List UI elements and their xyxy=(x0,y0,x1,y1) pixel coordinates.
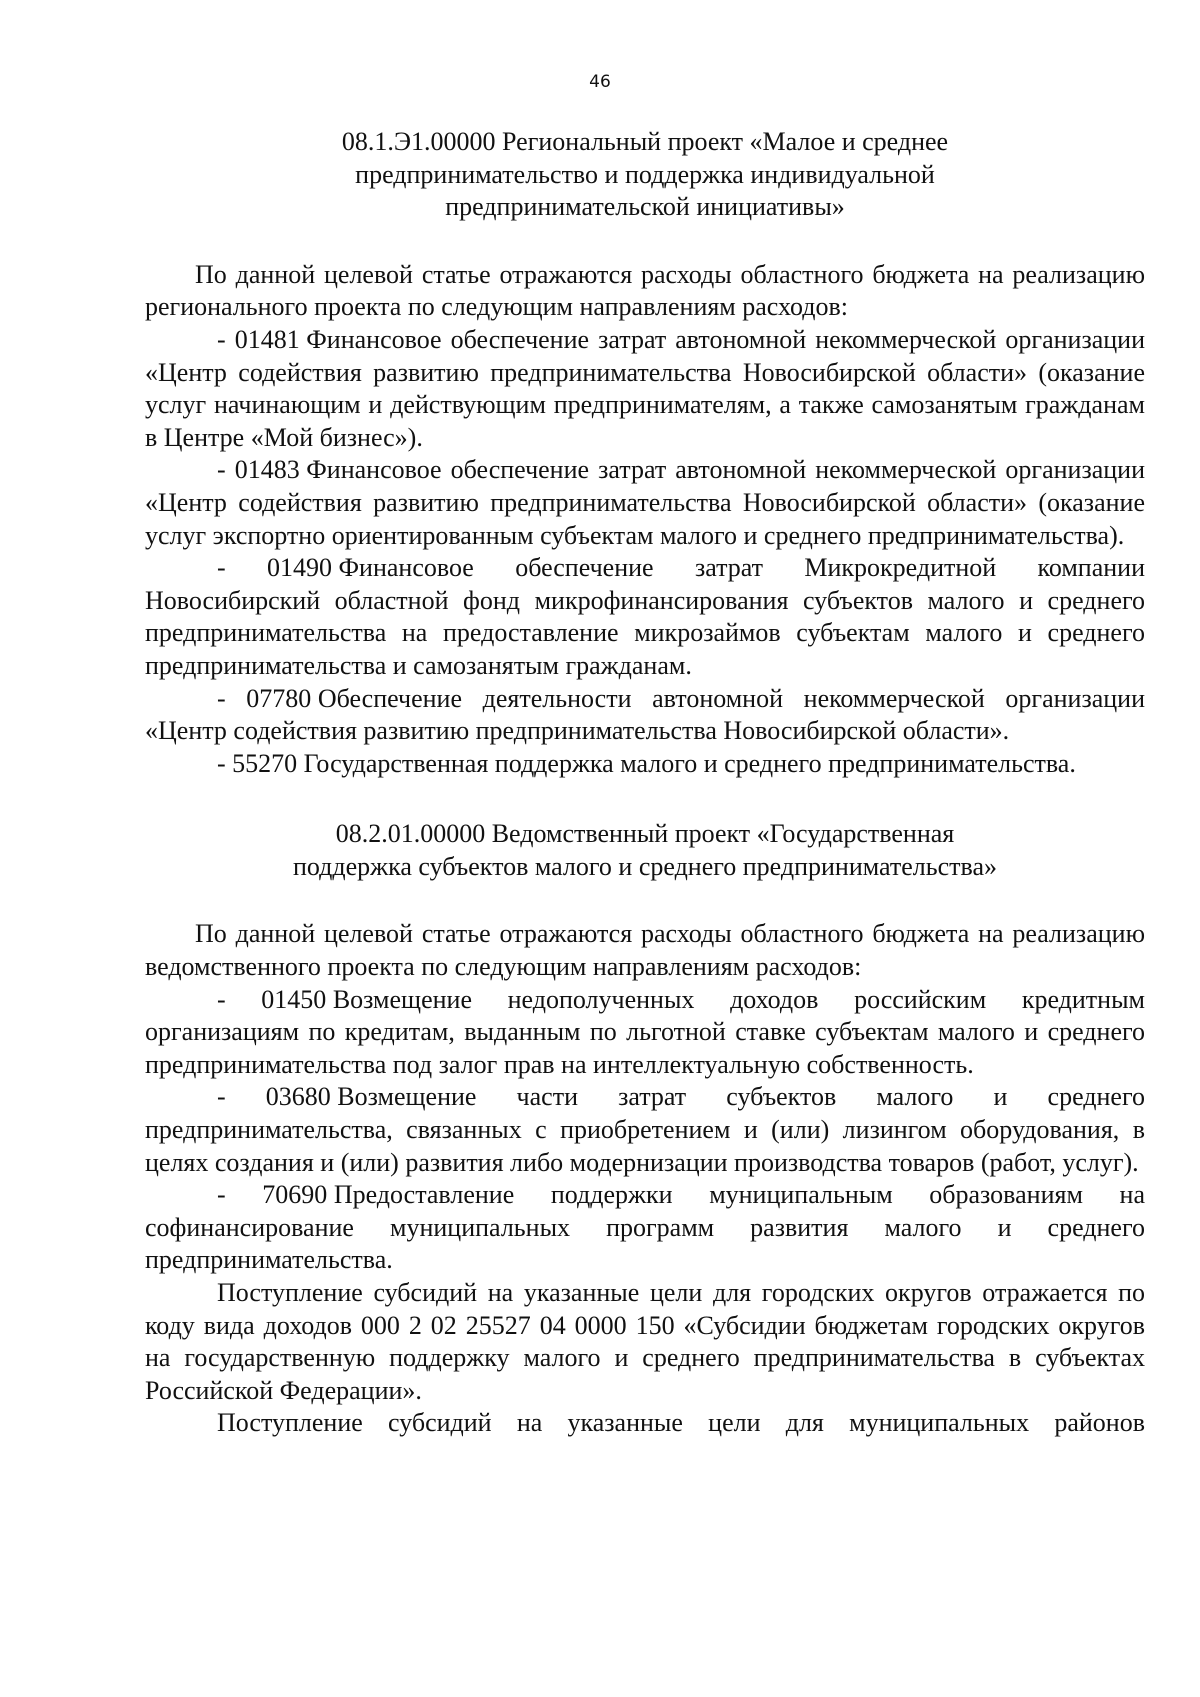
revenue-paragraph-city-districts: Поступление субсидий на указанные цели для городских округов отражается по коду вида доходов 000 2 02 25527 04 0000 150 «Субсидии бюджетам городских округов на государственную поддержку малого и среднего предпринимательства в субъектах Российской Федерации». xyxy=(145,1278,1145,1405)
expense-code: - 07780 xyxy=(217,683,312,713)
heading-line: предпринимательство и поддержка индивидуальной xyxy=(355,159,935,189)
expense-description: Предоставление поддержки муниципальным образованиям на софинансирование муниципальных программ развития малого и среднего предпринимательства. xyxy=(145,1180,1145,1275)
expense-description: Финансовое обеспечение затрат Микрокредитной компании Новосибирский областной фонд микрофинансирования субъектов малого и среднего предпринимательства на предоставление микрозаймов субъектам малого и среднего предпринимательства и самозанятым гражданам. xyxy=(145,553,1145,680)
page-number: 46 xyxy=(589,72,611,92)
heading-line: предпринимательской инициативы» xyxy=(445,192,845,222)
expense-item-55270 xyxy=(145,748,1145,781)
expense-code: - 01450 xyxy=(217,984,327,1014)
heading-line: поддержка субъектов малого и среднего предпринимательства» xyxy=(292,851,998,881)
page-content xyxy=(145,126,1145,1440)
section-heading-departmental-project xyxy=(145,818,1145,883)
expense-description: Возмещение части затрат субъектов малого и среднего предпринимательства, связанных с приобретением и (или) лизингом оборудования, в целях создания и (или) развития либо модернизации производства товаров (работ, услуг). xyxy=(145,1082,1145,1177)
expense-description: Финансовое обеспечение затрат автономной некоммерческой организации «Центр содействия развитию предпринимательства Новосибирской области» (оказание услуг начинающим и действующим предпринимателям, а также самозанятым гражданам в Центре «Мой бизнес»). xyxy=(145,324,1145,452)
expense-description: Государственная поддержка малого и среднего предпринимательства. xyxy=(303,748,1076,778)
section-heading-regional-project xyxy=(145,126,1145,224)
expense-item-70690 xyxy=(145,1179,1145,1277)
expense-code: - 03680 xyxy=(217,1082,331,1112)
expense-code: - 70690 xyxy=(217,1180,328,1210)
expense-description: Финансовое обеспечение затрат автономной некоммерческой организации «Центр содействия развитию предпринимательства Новосибирской области» (оказание услуг экспортно ориентированным субъектам малого и среднего предпринимательства). xyxy=(145,455,1145,550)
expense-item-01483 xyxy=(145,454,1145,552)
expense-code: - 01490 xyxy=(217,553,333,583)
expense-item-01481 xyxy=(145,324,1145,454)
revenue-paragraph-municipal-districts: Поступление субсидий на указанные цели для муниципальных районов xyxy=(217,1408,1145,1438)
section-intro-paragraph: По данной целевой статье отражаются расходы областного бюджета на реализацию регионального проекта по следующим направлениям расходов: xyxy=(145,259,1145,322)
expense-code: - 01481 xyxy=(217,324,300,354)
heading-line: 08.1.Э1.00000 Региональный проект «Малое и среднее xyxy=(341,127,949,156)
expense-item-03680 xyxy=(145,1081,1145,1179)
expense-description: Обеспечение деятельности автономной некоммерческой организации «Центр содействия развитию предпринимательства Новосибирской области». xyxy=(145,683,1145,746)
expense-item-01450 xyxy=(145,984,1145,1082)
expense-code: - 55270 xyxy=(217,748,298,778)
heading-line: 08.2.01.00000 Ведомственный проект «Государственная xyxy=(335,819,955,849)
expense-item-07780 xyxy=(145,683,1145,748)
expense-item-01490 xyxy=(145,552,1145,682)
section-intro-paragraph: По данной целевой статье отражаются расходы областного бюджета на реализацию ведомственного проекта по следующим направлениям расходов: xyxy=(145,919,1145,982)
expense-description: Возмещение недополученных доходов российским кредитным организациям по кредитам, выданным по льготной ставке субъектам малого и среднего предпринимательства под залог прав на интеллектуальную собственность. xyxy=(145,984,1145,1079)
expense-code: - 01483 xyxy=(217,455,300,485)
